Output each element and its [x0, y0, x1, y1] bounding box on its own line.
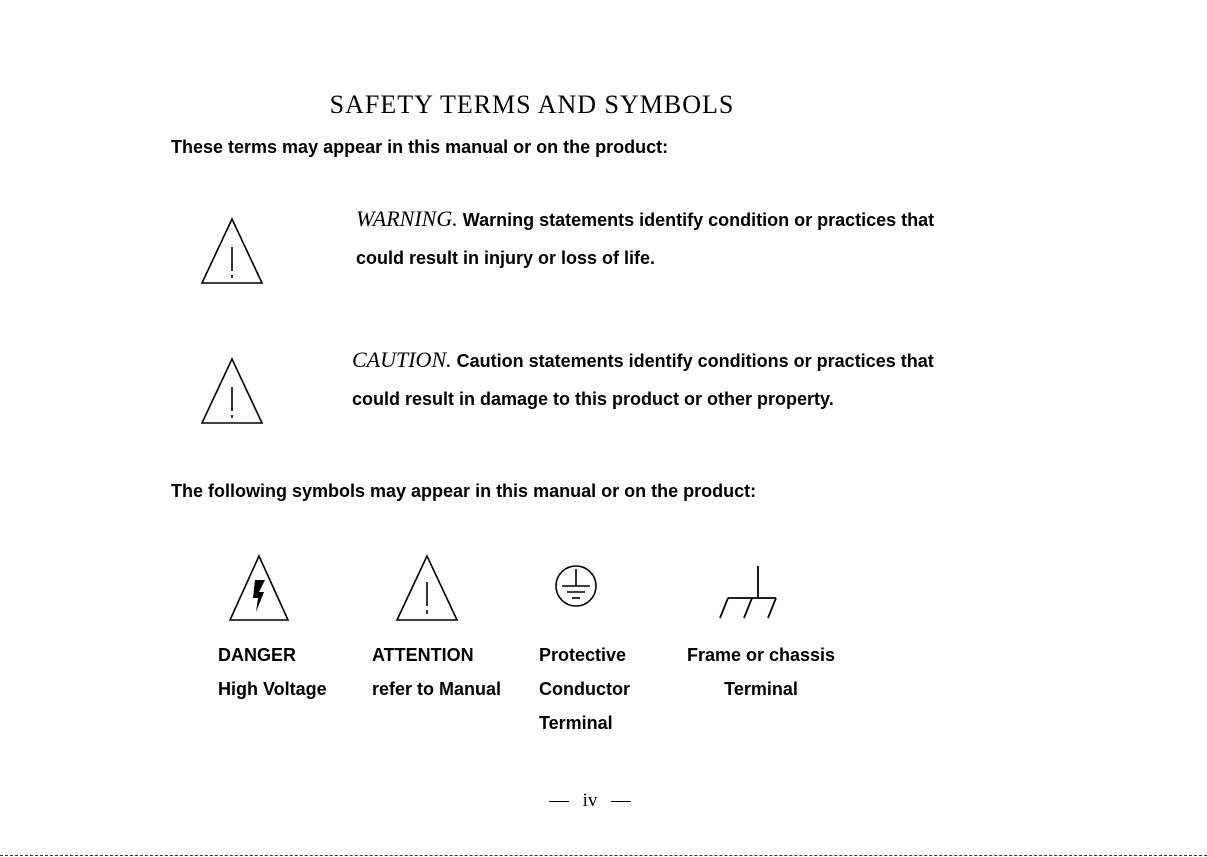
- high-voltage-icon: [229, 554, 289, 627]
- page-number-dash-right: [611, 801, 631, 802]
- chassis-label-line-2: Terminal: [724, 679, 798, 699]
- attention-label-line-1: ATTENTION: [372, 645, 474, 665]
- warning-triangle-icon: [201, 217, 263, 290]
- symbol-label-chassis: [676, 638, 846, 706]
- warning-statement: [356, 200, 934, 277]
- terms-intro: These terms may appear in this manual or on the product:: [171, 137, 669, 157]
- caution-statement: [352, 341, 934, 418]
- symbols-intro: The following symbols may appear in this manual or on the product:: [171, 481, 757, 501]
- caution-line-2: could result in damage to this product or other property.: [352, 389, 834, 409]
- protective-label-line-3: Terminal: [539, 713, 613, 733]
- symbol-label-danger: [218, 638, 327, 706]
- page-number-text: iv: [582, 790, 598, 811]
- chassis-label-line-1: Frame or chassis: [686, 645, 836, 665]
- chassis-ground-icon: [704, 564, 776, 625]
- attention-triangle-icon: [396, 554, 458, 627]
- danger-label-line-2: High Voltage: [218, 679, 327, 699]
- caution-line-1: Caution statements identify conditions or practices that: [456, 351, 934, 371]
- symbol-label-protective: [539, 638, 630, 740]
- caution-triangle-icon: [201, 357, 263, 430]
- protective-label-line-2: Conductor: [539, 679, 630, 699]
- symbol-label-attention: [372, 638, 501, 706]
- danger-label-line-1: DANGER: [218, 645, 297, 665]
- warning-term: WARNING.: [356, 206, 458, 231]
- protective-ground-icon: [554, 564, 598, 613]
- caution-term: CAUTION.: [352, 347, 452, 372]
- protective-label-line-1: Protective: [539, 645, 627, 665]
- page-bottom-edge: [0, 855, 1207, 856]
- warning-line-2: could result in injury or loss of life.: [356, 248, 656, 268]
- attention-label-line-2: refer to Manual: [372, 679, 502, 699]
- page-title: SAFETY TERMS AND SYMBOLS: [329, 90, 735, 119]
- page-number-dash-left: [549, 801, 569, 802]
- page-number: [520, 790, 660, 812]
- warning-line-1: Warning statements identify condition or practices that: [462, 210, 935, 230]
